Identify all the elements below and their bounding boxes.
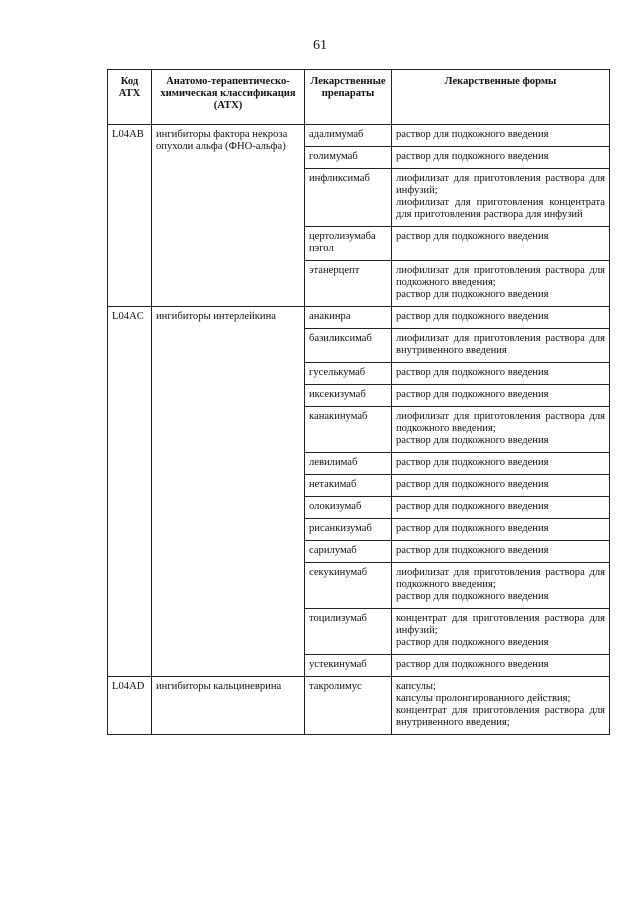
dosage-forms-cell <box>392 519 610 541</box>
page-number: 61 <box>313 38 327 53</box>
drug-name-cell: устекинумаб <box>305 655 392 677</box>
dosage-form-line: раствор для подкожного введения <box>396 637 549 648</box>
atx-code-cell: L04AC <box>108 307 152 677</box>
drug-name-cell: нетакимаб <box>305 475 392 497</box>
dosage-form-line: лиофилизат для приготовления концентрата для приготовления раствора для инфузий <box>396 197 605 220</box>
dosage-form-line: раствор для подкожного введения <box>396 457 549 468</box>
dosage-form-line: раствор для подкожного введения <box>396 479 549 490</box>
dosage-forms-cell <box>392 453 610 475</box>
drug-name-cell: левилимаб <box>305 453 392 475</box>
dosage-form-line: лиофилизат для приготовления раствора для подкожного введения; <box>396 567 605 590</box>
dosage-form-line: раствор для подкожного введения <box>396 311 549 322</box>
atx-code-cell: L04AB <box>108 125 152 307</box>
dosage-forms-cell <box>392 385 610 407</box>
dosage-forms-cell <box>392 655 610 677</box>
drug-name-cell: цертолизумаба пэгол <box>305 227 392 261</box>
dosage-forms-cell <box>392 169 610 227</box>
dosage-forms-cell <box>392 227 610 261</box>
header-forms: Лекарственные формы <box>392 70 610 125</box>
table-body <box>108 125 610 735</box>
dosage-form-line: раствор для подкожного введения <box>396 367 549 378</box>
drug-name-cell: этанерцепт <box>305 261 392 307</box>
dosage-form-line: раствор для подкожного введения <box>396 129 549 140</box>
atx-classification-cell: ингибиторы фактора некроза опухоли альфа (ФНО-альфа) <box>152 125 305 307</box>
header-classification: Анатомо-терапевтическо-химическая классификация (АТХ) <box>152 70 305 125</box>
dosage-forms-cell <box>392 497 610 519</box>
dosage-forms-cell <box>392 261 610 307</box>
dosage-form-line: капсулы пролонгированного действия; <box>396 693 571 704</box>
dosage-form-line: раствор для подкожного введения <box>396 151 549 162</box>
drug-name-cell: такролимус <box>305 677 392 735</box>
header-code: Код АТХ <box>108 70 152 125</box>
drug-name-cell: рисанкизумаб <box>305 519 392 541</box>
table-row <box>108 677 610 735</box>
dosage-form-line: раствор для подкожного введения <box>396 435 549 446</box>
dosage-form-line: раствор для подкожного введения <box>396 659 549 670</box>
drug-name-cell: секукинумаб <box>305 563 392 609</box>
atx-classification-cell: ингибиторы интерлейкина <box>152 307 305 677</box>
dosage-form-line: раствор для подкожного введения <box>396 389 549 400</box>
drug-name-cell: инфликсимаб <box>305 169 392 227</box>
drug-name-cell: адалимумаб <box>305 125 392 147</box>
dosage-forms-cell <box>392 329 610 363</box>
drug-name-cell: канакинумаб <box>305 407 392 453</box>
dosage-form-line: лиофилизат для приготовления раствора для подкожного введения; <box>396 265 605 288</box>
dosage-form-line: капсулы; <box>396 681 436 692</box>
drug-name-cell: голимумаб <box>305 147 392 169</box>
dosage-form-line: лиофилизат для приготовления раствора для инфузий; <box>396 173 605 196</box>
dosage-form-line: концентрат для приготовления раствора для внутривенного введения; <box>396 705 605 728</box>
dosage-form-line: концентрат для приготовления раствора для инфузий; <box>396 613 605 636</box>
dosage-form-line: лиофилизат для приготовления раствора для внутривенного введения <box>396 333 605 356</box>
dosage-forms-cell <box>392 677 610 735</box>
header-drugs: Лекарственные препараты <box>305 70 392 125</box>
dosage-form-line: раствор для подкожного введения <box>396 289 549 300</box>
dosage-forms-cell <box>392 609 610 655</box>
dosage-forms-cell <box>392 125 610 147</box>
dosage-forms-cell <box>392 563 610 609</box>
dosage-forms-cell <box>392 407 610 453</box>
atx-classification-cell: ингибиторы кальциневрина <box>152 677 305 735</box>
table-header-row <box>108 70 610 125</box>
dosage-form-line: раствор для подкожного введения <box>396 545 549 556</box>
dosage-form-line: раствор для подкожного введения <box>396 231 549 242</box>
dosage-forms-cell <box>392 363 610 385</box>
drug-name-cell: базиликсимаб <box>305 329 392 363</box>
drug-name-cell: сарилумаб <box>305 541 392 563</box>
dosage-forms-cell <box>392 307 610 329</box>
dosage-form-line: раствор для подкожного введения <box>396 591 549 602</box>
dosage-form-line: раствор для подкожного введения <box>396 523 549 534</box>
dosage-forms-cell <box>392 475 610 497</box>
dosage-forms-cell <box>392 541 610 563</box>
drug-name-cell: гуселькумаб <box>305 363 392 385</box>
atx-table <box>107 69 610 735</box>
atx-code-cell: L04AD <box>108 677 152 735</box>
table-row <box>108 307 610 329</box>
drug-name-cell: олокизумаб <box>305 497 392 519</box>
drug-name-cell: тоцилизумаб <box>305 609 392 655</box>
dosage-form-line: раствор для подкожного введения <box>396 501 549 512</box>
drug-name-cell: анакинра <box>305 307 392 329</box>
dosage-forms-cell <box>392 147 610 169</box>
drug-name-cell: иксекизумаб <box>305 385 392 407</box>
dosage-form-line: лиофилизат для приготовления раствора для подкожного введения; <box>396 411 605 434</box>
table-row <box>108 125 610 147</box>
